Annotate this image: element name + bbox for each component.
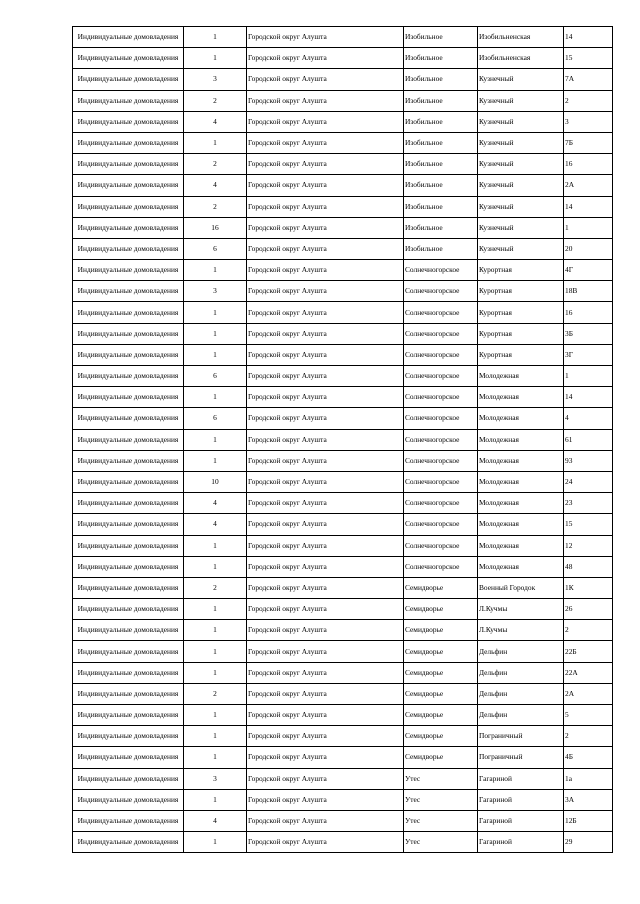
district-cell: Городской округ Алушта: [247, 111, 404, 132]
count-cell: 1: [184, 620, 247, 641]
table-row: [73, 471, 613, 492]
district-cell: Городской округ Алушта: [247, 69, 404, 90]
district-cell: Городской округ Алушта: [247, 154, 404, 175]
table-row: [73, 323, 613, 344]
settlement-cell: Солнечногорское: [404, 493, 478, 514]
settlement-cell: Изобильное: [404, 217, 478, 238]
table-row: [73, 705, 613, 726]
house-number-cell: 48: [564, 556, 613, 577]
street-cell: Кузнечный: [478, 196, 564, 217]
settlement-cell: Семидворье: [404, 726, 478, 747]
table-row: [73, 366, 613, 387]
house-number-cell: 2: [564, 726, 613, 747]
house-number-cell: 16: [564, 302, 613, 323]
house-number-cell: 23: [564, 493, 613, 514]
housing-type-cell: Индивидуальные домовладения: [73, 302, 184, 323]
house-number-cell: 4: [564, 408, 613, 429]
house-number-cell: 5: [564, 705, 613, 726]
house-number-cell: 61: [564, 429, 613, 450]
table-row: [73, 535, 613, 556]
settlement-cell: Солнечногорское: [404, 450, 478, 471]
count-cell: 6: [184, 238, 247, 259]
table-row: [73, 599, 613, 620]
count-cell: 1: [184, 260, 247, 281]
housing-type-cell: Индивидуальные домовладения: [73, 641, 184, 662]
housing-type-cell: Индивидуальные домовладения: [73, 132, 184, 153]
housing-type-cell: Индивидуальные домовладения: [73, 238, 184, 259]
housing-type-cell: Индивидуальные домовладения: [73, 768, 184, 789]
housing-type-cell: Индивидуальные домовладения: [73, 535, 184, 556]
street-cell: Молодежная: [478, 366, 564, 387]
street-cell: Дельфин: [478, 662, 564, 683]
house-number-cell: 14: [564, 196, 613, 217]
settlement-cell: Семидворье: [404, 599, 478, 620]
table-row: [73, 450, 613, 471]
housing-type-cell: Индивидуальные домовладения: [73, 408, 184, 429]
district-cell: Городской округ Алушта: [247, 641, 404, 662]
house-number-cell: 15: [564, 514, 613, 535]
count-cell: 2: [184, 577, 247, 598]
count-cell: 4: [184, 514, 247, 535]
district-cell: Городской округ Алушта: [247, 302, 404, 323]
street-cell: Изобильненская: [478, 27, 564, 48]
house-number-cell: 3Б: [564, 323, 613, 344]
housing-type-cell: Индивидуальные домовладения: [73, 789, 184, 810]
street-cell: Кузнечный: [478, 238, 564, 259]
house-number-cell: 24: [564, 471, 613, 492]
settlement-cell: Изобильное: [404, 175, 478, 196]
settlement-cell: Изобильное: [404, 90, 478, 111]
housing-type-cell: Индивидуальные домовладения: [73, 810, 184, 831]
district-cell: Городской округ Алушта: [247, 810, 404, 831]
district-cell: Городской округ Алушта: [247, 344, 404, 365]
street-cell: Дельфин: [478, 641, 564, 662]
count-cell: 4: [184, 493, 247, 514]
house-number-cell: 7Б: [564, 132, 613, 153]
street-cell: Молодежная: [478, 535, 564, 556]
table-row: [73, 132, 613, 153]
house-number-cell: 1: [564, 217, 613, 238]
district-cell: Городской округ Алушта: [247, 196, 404, 217]
table-row: [73, 747, 613, 768]
settlement-cell: Семидворье: [404, 577, 478, 598]
district-cell: Городской округ Алушта: [247, 683, 404, 704]
district-cell: Городской округ Алушта: [247, 514, 404, 535]
count-cell: 4: [184, 810, 247, 831]
count-cell: 1: [184, 429, 247, 450]
count-cell: 1: [184, 789, 247, 810]
housing-type-cell: Индивидуальные домовладения: [73, 493, 184, 514]
street-cell: Молодежная: [478, 493, 564, 514]
housing-type-cell: Индивидуальные домовладения: [73, 471, 184, 492]
housing-type-cell: Индивидуальные домовладения: [73, 556, 184, 577]
count-cell: 10: [184, 471, 247, 492]
district-cell: Городской округ Алушта: [247, 493, 404, 514]
count-cell: 1: [184, 556, 247, 577]
district-cell: Городской округ Алушта: [247, 387, 404, 408]
count-cell: 6: [184, 366, 247, 387]
settlement-cell: Изобильное: [404, 69, 478, 90]
count-cell: 2: [184, 90, 247, 111]
housing-type-cell: Индивидуальные домовладения: [73, 111, 184, 132]
district-cell: Городской округ Алушта: [247, 27, 404, 48]
district-cell: Городской округ Алушта: [247, 832, 404, 853]
house-number-cell: 3Г: [564, 344, 613, 365]
house-number-cell: 1: [564, 366, 613, 387]
street-cell: Курортная: [478, 260, 564, 281]
street-cell: Л.Кучмы: [478, 599, 564, 620]
count-cell: 3: [184, 768, 247, 789]
district-cell: Городской округ Алушта: [247, 662, 404, 683]
count-cell: 1: [184, 747, 247, 768]
district-cell: Городской округ Алушта: [247, 238, 404, 259]
district-cell: Городской округ Алушта: [247, 48, 404, 69]
street-cell: Кузнечный: [478, 69, 564, 90]
table-row: [73, 238, 613, 259]
settlement-cell: Изобильное: [404, 48, 478, 69]
district-cell: Городской округ Алушта: [247, 90, 404, 111]
housing-type-cell: Индивидуальные домовладения: [73, 705, 184, 726]
count-cell: 1: [184, 27, 247, 48]
street-cell: Военный Городок: [478, 577, 564, 598]
street-cell: Л.Кучмы: [478, 620, 564, 641]
house-number-cell: 7А: [564, 69, 613, 90]
table-row: [73, 832, 613, 853]
housing-type-cell: Индивидуальные домовладения: [73, 387, 184, 408]
house-number-cell: 14: [564, 27, 613, 48]
table-row: [73, 768, 613, 789]
house-number-cell: 18В: [564, 281, 613, 302]
settlement-cell: Солнечногорское: [404, 429, 478, 450]
settlement-cell: Семидворье: [404, 705, 478, 726]
housing-type-cell: Индивидуальные домовладения: [73, 366, 184, 387]
street-cell: Дельфин: [478, 683, 564, 704]
district-cell: Городской округ Алушта: [247, 132, 404, 153]
table-row: [73, 281, 613, 302]
district-cell: Городской округ Алушта: [247, 768, 404, 789]
house-number-cell: 16: [564, 154, 613, 175]
settlement-cell: Солнечногорское: [404, 302, 478, 323]
settlement-cell: Солнечногорское: [404, 281, 478, 302]
district-cell: Городской округ Алушта: [247, 577, 404, 598]
count-cell: 1: [184, 132, 247, 153]
count-cell: 2: [184, 154, 247, 175]
count-cell: 1: [184, 832, 247, 853]
district-cell: Городской округ Алушта: [247, 450, 404, 471]
housing-type-cell: Индивидуальные домовладения: [73, 154, 184, 175]
settlement-cell: Изобильное: [404, 111, 478, 132]
housing-type-cell: Индивидуальные домовладения: [73, 69, 184, 90]
housing-type-cell: Индивидуальные домовладения: [73, 323, 184, 344]
table-row: [73, 27, 613, 48]
table-row: [73, 90, 613, 111]
house-number-cell: 2: [564, 620, 613, 641]
settlement-cell: Солнечногорское: [404, 514, 478, 535]
count-cell: 2: [184, 196, 247, 217]
district-cell: Городской округ Алушта: [247, 747, 404, 768]
settlement-cell: Семидворье: [404, 683, 478, 704]
street-cell: Курортная: [478, 344, 564, 365]
count-cell: 3: [184, 69, 247, 90]
house-number-cell: 2А: [564, 683, 613, 704]
settlement-cell: Солнечногорское: [404, 260, 478, 281]
table-row: [73, 111, 613, 132]
street-cell: Гагариной: [478, 832, 564, 853]
housing-type-cell: Индивидуальные домовладения: [73, 217, 184, 238]
settlement-cell: Семидворье: [404, 747, 478, 768]
settlement-cell: Изобильное: [404, 238, 478, 259]
street-cell: Кузнечный: [478, 175, 564, 196]
table-row: [73, 620, 613, 641]
table-row: [73, 556, 613, 577]
settlement-cell: Солнечногорское: [404, 471, 478, 492]
table-row: [73, 344, 613, 365]
district-cell: Городской округ Алушта: [247, 726, 404, 747]
table-row: [73, 154, 613, 175]
settlement-cell: Утес: [404, 768, 478, 789]
street-cell: Дельфин: [478, 705, 564, 726]
housing-type-cell: Индивидуальные домовладения: [73, 683, 184, 704]
settlement-cell: Солнечногорское: [404, 323, 478, 344]
settlement-cell: Утес: [404, 832, 478, 853]
district-cell: Городской округ Алушта: [247, 789, 404, 810]
count-cell: 1: [184, 323, 247, 344]
housing-type-cell: Индивидуальные домовладения: [73, 599, 184, 620]
house-number-cell: 4Г: [564, 260, 613, 281]
table-body: [73, 27, 613, 853]
house-number-cell: 3А: [564, 789, 613, 810]
count-cell: 4: [184, 175, 247, 196]
house-number-cell: 3: [564, 111, 613, 132]
house-number-cell: 22А: [564, 662, 613, 683]
table-row: [73, 810, 613, 831]
street-cell: Молодежная: [478, 429, 564, 450]
district-cell: Городской округ Алушта: [247, 217, 404, 238]
district-cell: Городской округ Алушта: [247, 260, 404, 281]
housing-type-cell: Индивидуальные домовладения: [73, 196, 184, 217]
housing-type-cell: Индивидуальные домовладения: [73, 832, 184, 853]
count-cell: 1: [184, 450, 247, 471]
count-cell: 1: [184, 726, 247, 747]
settlement-cell: Семидворье: [404, 620, 478, 641]
settlement-cell: Изобильное: [404, 196, 478, 217]
count-cell: 1: [184, 387, 247, 408]
house-number-cell: 1К: [564, 577, 613, 598]
house-number-cell: 12: [564, 535, 613, 556]
settlement-cell: Изобильное: [404, 132, 478, 153]
table-row: [73, 260, 613, 281]
street-cell: Молодежная: [478, 471, 564, 492]
house-number-cell: 14: [564, 387, 613, 408]
table-row: [73, 387, 613, 408]
settlement-cell: Солнечногорское: [404, 535, 478, 556]
district-cell: Городской округ Алушта: [247, 366, 404, 387]
table-row: [73, 408, 613, 429]
housing-type-cell: Индивидуальные домовладения: [73, 90, 184, 111]
table-row: [73, 641, 613, 662]
street-cell: Курортная: [478, 302, 564, 323]
street-cell: Молодежная: [478, 450, 564, 471]
count-cell: 2: [184, 683, 247, 704]
count-cell: 4: [184, 111, 247, 132]
table-row: [73, 726, 613, 747]
housing-type-cell: Индивидуальные домовладения: [73, 577, 184, 598]
house-number-cell: 26: [564, 599, 613, 620]
housing-type-cell: Индивидуальные домовладения: [73, 429, 184, 450]
street-cell: Молодежная: [478, 408, 564, 429]
count-cell: 1: [184, 535, 247, 556]
street-cell: Курортная: [478, 281, 564, 302]
street-cell: Пограничный: [478, 747, 564, 768]
settlement-cell: Семидворье: [404, 662, 478, 683]
housing-table: [72, 26, 613, 853]
district-cell: Городской округ Алушта: [247, 429, 404, 450]
count-cell: 6: [184, 408, 247, 429]
house-number-cell: 22Б: [564, 641, 613, 662]
house-number-cell: 4Б: [564, 747, 613, 768]
table-row: [73, 302, 613, 323]
housing-type-cell: Индивидуальные домовладения: [73, 620, 184, 641]
table-row: [73, 577, 613, 598]
table-row: [73, 48, 613, 69]
count-cell: 1: [184, 344, 247, 365]
housing-type-cell: Индивидуальные домовладения: [73, 514, 184, 535]
district-cell: Городской округ Алушта: [247, 471, 404, 492]
housing-type-cell: Индивидуальные домовладения: [73, 27, 184, 48]
table-row: [73, 217, 613, 238]
house-number-cell: 1а: [564, 768, 613, 789]
settlement-cell: Солнечногорское: [404, 387, 478, 408]
table-row: [73, 196, 613, 217]
house-number-cell: 29: [564, 832, 613, 853]
housing-type-cell: Индивидуальные домовладения: [73, 281, 184, 302]
housing-type-cell: Индивидуальные домовладения: [73, 48, 184, 69]
table-row: [73, 789, 613, 810]
settlement-cell: Изобильное: [404, 27, 478, 48]
table-row: [73, 683, 613, 704]
count-cell: 1: [184, 599, 247, 620]
district-cell: Городской округ Алушта: [247, 175, 404, 196]
count-cell: 3: [184, 281, 247, 302]
district-cell: Городской округ Алушта: [247, 620, 404, 641]
district-cell: Городской округ Алушта: [247, 323, 404, 344]
settlement-cell: Солнечногорское: [404, 408, 478, 429]
district-cell: Городской округ Алушта: [247, 599, 404, 620]
settlement-cell: Утес: [404, 810, 478, 831]
housing-type-cell: Индивидуальные домовладения: [73, 260, 184, 281]
settlement-cell: Солнечногорское: [404, 556, 478, 577]
housing-type-cell: Индивидуальные домовладения: [73, 175, 184, 196]
house-number-cell: 2: [564, 90, 613, 111]
count-cell: 16: [184, 217, 247, 238]
settlement-cell: Утес: [404, 789, 478, 810]
street-cell: Пограничный: [478, 726, 564, 747]
table-row: [73, 662, 613, 683]
district-cell: Городской округ Алушта: [247, 408, 404, 429]
district-cell: Городской округ Алушта: [247, 281, 404, 302]
count-cell: 1: [184, 302, 247, 323]
table-row: [73, 429, 613, 450]
street-cell: Курортная: [478, 323, 564, 344]
street-cell: Кузнечный: [478, 154, 564, 175]
table-row: [73, 493, 613, 514]
street-cell: Кузнечный: [478, 217, 564, 238]
street-cell: Молодежная: [478, 514, 564, 535]
settlement-cell: Семидворье: [404, 641, 478, 662]
table-row: [73, 69, 613, 90]
street-cell: Кузнечный: [478, 111, 564, 132]
house-number-cell: 93: [564, 450, 613, 471]
district-cell: Городской округ Алушта: [247, 556, 404, 577]
count-cell: 1: [184, 705, 247, 726]
housing-type-cell: Индивидуальные домовладения: [73, 662, 184, 683]
settlement-cell: Солнечногорское: [404, 344, 478, 365]
housing-type-cell: Индивидуальные домовладения: [73, 344, 184, 365]
count-cell: 1: [184, 48, 247, 69]
settlement-cell: Изобильное: [404, 154, 478, 175]
house-number-cell: 20: [564, 238, 613, 259]
street-cell: Молодежная: [478, 387, 564, 408]
house-number-cell: 12Б: [564, 810, 613, 831]
count-cell: 1: [184, 641, 247, 662]
district-cell: Городской округ Алушта: [247, 705, 404, 726]
table-row: [73, 514, 613, 535]
settlement-cell: Солнечногорское: [404, 366, 478, 387]
house-number-cell: 15: [564, 48, 613, 69]
table-row: [73, 175, 613, 196]
housing-type-cell: Индивидуальные домовладения: [73, 450, 184, 471]
district-cell: Городской округ Алушта: [247, 535, 404, 556]
street-cell: Кузнечный: [478, 90, 564, 111]
street-cell: Изобильненская: [478, 48, 564, 69]
house-number-cell: 2А: [564, 175, 613, 196]
street-cell: Гагариной: [478, 789, 564, 810]
street-cell: Молодежная: [478, 556, 564, 577]
housing-type-cell: Индивидуальные домовладения: [73, 726, 184, 747]
street-cell: Кузнечный: [478, 132, 564, 153]
street-cell: Гагариной: [478, 768, 564, 789]
count-cell: 1: [184, 662, 247, 683]
street-cell: Гагариной: [478, 810, 564, 831]
housing-type-cell: Индивидуальные домовладения: [73, 747, 184, 768]
